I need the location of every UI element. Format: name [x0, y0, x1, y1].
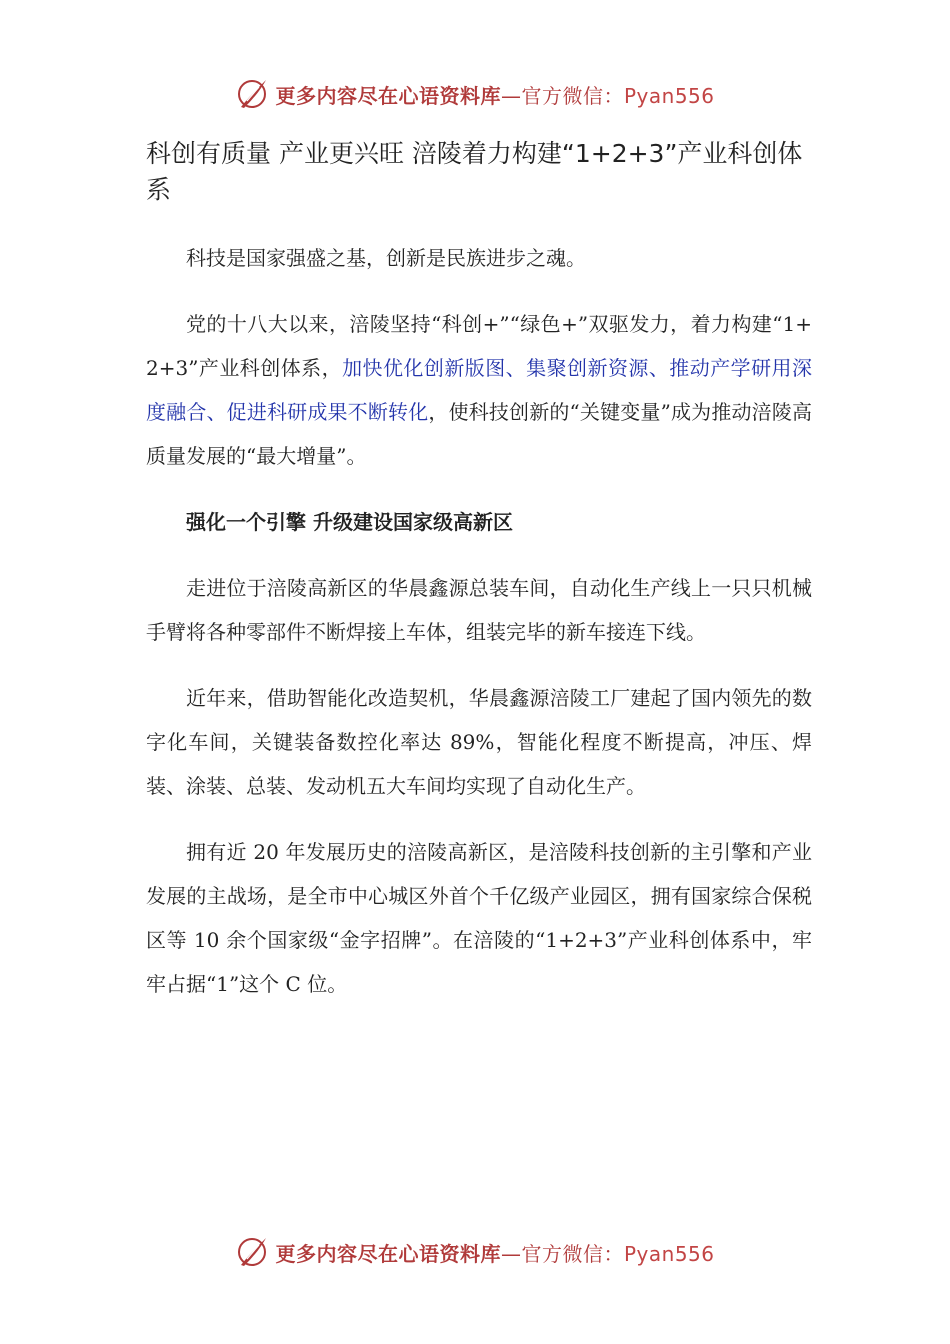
section-heading-1: 强化一个引擎 升级建设国家级高新区	[186, 510, 513, 534]
paragraph-5: 拥有近 20 年发展历史的涪陵高新区，是涪陵科技创新的主引擎和产业发展的主战场，是全市中心城区外首个千亿级产业园区，拥有国家综合保税区等 10 余个国家级“金字招牌”。在涪陵的“1+2+3”产业科创体系中，牢牢占据“1”这个 C 位。	[146, 840, 812, 996]
paragraph-4: 近年来，借助智能化改造契机，华晨鑫源涪陵工厂建起了国内领先的数字化车间，关键装备数控化率达 89%，智能化程度不断提高，冲压、焊装、涂装、总装、发动机五大车间均实现了自动化生产。	[146, 686, 812, 798]
watermark-main: 更多内容尽在心语资料库	[275, 1241, 501, 1266]
watermark-main: 更多内容尽在心语资料库	[275, 83, 501, 108]
paragraph-2-link[interactable]: 加快优化创新版图、集聚创新资源、推动产学研用深度融合、促进科研成果不断转化	[146, 356, 813, 424]
watermark-wechat-label: 官方微信：	[521, 83, 624, 108]
quill-pen-logo-icon	[235, 77, 269, 111]
watermark-text	[275, 1238, 714, 1267]
watermark-footer	[0, 1232, 950, 1272]
watermark-header	[0, 74, 950, 114]
paragraph-2	[146, 302, 812, 478]
paragraph-1: 科技是国家强盛之基，创新是民族进步之魂。	[186, 246, 586, 270]
paragraph-3: 走进位于涪陵高新区的华晨鑫源总装车间，自动化生产线上一只只机械手臂将各种零部件不断焊接上车体，组装完毕的新车接连下线。	[146, 576, 812, 644]
watermark-separator: —	[500, 1241, 522, 1266]
watermark-text	[275, 80, 714, 109]
paragraph-2-tail: ，使科技创新的“关键变量”成为推动涪陵高质量发展的“最大增量”。	[146, 400, 813, 468]
watermark-separator: —	[500, 83, 522, 108]
watermark-wechat-id: Pyan556	[623, 1241, 715, 1266]
quill-pen-logo-icon	[235, 1235, 269, 1269]
watermark-wechat-label: 官方微信：	[521, 1241, 624, 1266]
article	[146, 136, 812, 1028]
watermark-wechat-id: Pyan556	[623, 83, 715, 108]
article-title: 科创有质量 产业更兴旺 涪陵着力构建“1+2+3”产业科创体系	[146, 139, 803, 204]
paragraph-2-lead: 党的十八大以来，涪陵坚持“科创+”“绿色+”双驱发力，着力构建“1+2+3”产业科创体系，	[146, 312, 812, 380]
